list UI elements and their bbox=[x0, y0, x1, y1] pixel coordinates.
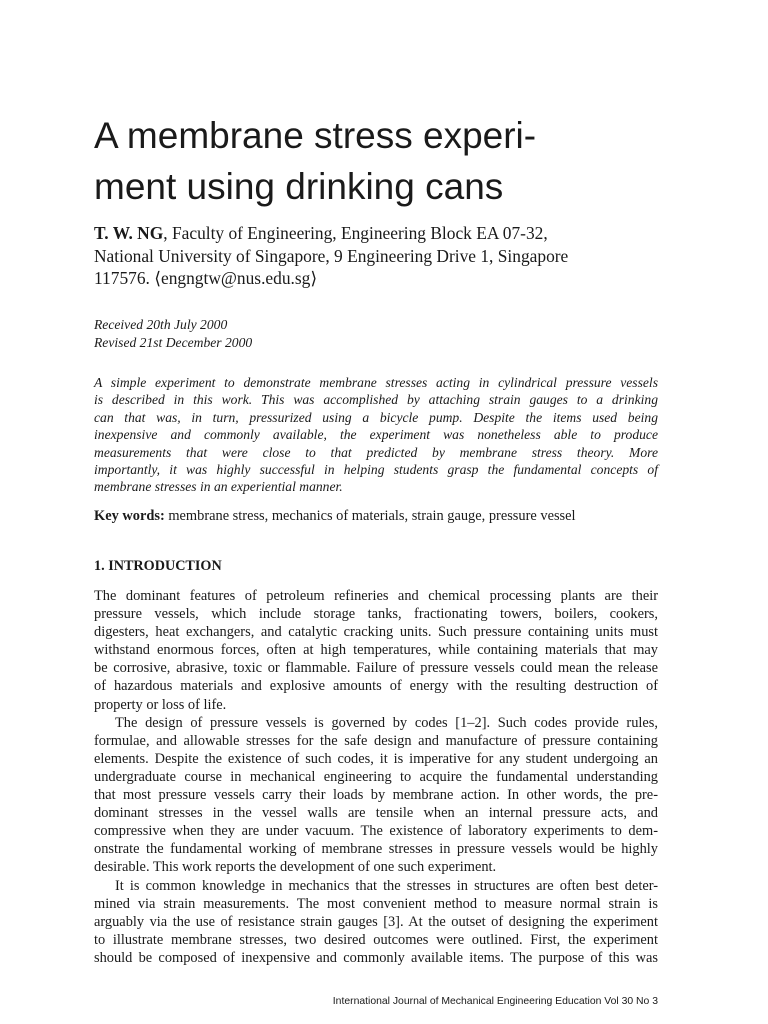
received-date: Received 20th July 2000 bbox=[94, 317, 228, 332]
paper-title bbox=[94, 110, 658, 212]
author-name: T. W. NG bbox=[94, 223, 164, 243]
body-line: dominant stresses in the vessel walls are tensile when an internal pressure acts, and bbox=[94, 805, 658, 822]
body-line: elements. Despite the existence of such codes, it is imperative for any student undergoing an bbox=[94, 750, 658, 767]
body-line: The design of pressure vessels is governed by codes [1–2]. Such codes provide rules, bbox=[115, 714, 658, 731]
title-line: ment using drinking cans bbox=[94, 166, 504, 207]
keywords-label: Key words: bbox=[94, 508, 165, 524]
body-line: to illustrate membrane stresses, two desired outcomes were outlined. First, the experiment bbox=[94, 931, 658, 948]
revised-date: Revised 21st December 2000 bbox=[94, 335, 253, 350]
body-line: The dominant features of petroleum refineries and chemical processing plants are their bbox=[94, 588, 658, 604]
abstract bbox=[94, 374, 658, 496]
author-affiliation: , Faculty of Engineering, Engineering Block EA 07-32, bbox=[163, 223, 548, 243]
author-line: 117576. ⟨engngtw@nus.edu.sg⟩ bbox=[94, 268, 318, 288]
abstract-line: importantly, it was highly successful in helping students grasp the fundamental concepts of bbox=[94, 462, 658, 478]
body-line: should be composed of inexpensive and commonly available items. The purpose of this was bbox=[94, 949, 658, 966]
abstract-line: A simple experiment to demonstrate membrane stresses acting in cylindrical pressure vessels bbox=[94, 375, 658, 390]
abstract-line: can that was, in turn, pressurized using a bicycle pump. Despite the items used being bbox=[94, 409, 658, 425]
keywords bbox=[94, 507, 658, 525]
body-line: onstrate the fundamental working of membrane stresses in pressure vessels would be highly bbox=[94, 841, 658, 858]
body-line: that most pressure vessels carry their loads by membrane action. In other words, the pre- bbox=[94, 787, 658, 804]
abstract-line: inexpensive and commonly available, the experiment was nonetheless able to produce bbox=[94, 427, 658, 443]
body-line: digesters, heat exchangers, and catalytic cracking units. Such pressure containing units must bbox=[94, 624, 658, 641]
body-line: arguably via the use of resistance strain gauges [3]. At the outset of designing the experiment bbox=[94, 913, 658, 930]
title-line: A membrane stress experi- bbox=[94, 115, 537, 156]
body-line: be corrosive, abrasive, toxic or flammable. Failure of pressure vessels could mean the release bbox=[94, 660, 658, 677]
paper-page bbox=[94, 0, 658, 1024]
body-line: undergraduate course in mechanical engineering to acquire the fundamental understanding bbox=[94, 768, 658, 785]
abstract-line: measurements that were close to that predicted by membrane stress theory. More bbox=[94, 444, 658, 460]
body-line: desirable. This work reports the development of one such experiment. bbox=[94, 859, 497, 876]
journal-footer: International Journal of Mechanical Engineering Education Vol 30 No 3 bbox=[332, 996, 658, 1007]
body-line: mined via strain measurements. The most convenient method to measure normal strain is bbox=[94, 895, 658, 912]
section-heading: 1. INTRODUCTION bbox=[94, 558, 222, 574]
body-line: formulae, and allowable stresses for the safe design and manufacture of pressure containing bbox=[94, 732, 658, 749]
keywords-text: membrane stress, mechanics of materials, strain gauge, pressure vessel bbox=[164, 508, 576, 524]
abstract-line: is described in this work. This was accomplished by attaching strain gauges to a drinking bbox=[94, 392, 658, 408]
author-block bbox=[94, 222, 658, 290]
author-line: National University of Singapore, 9 Engineering Drive 1, Singapore bbox=[94, 245, 569, 266]
body-line: property or loss of life. bbox=[94, 696, 227, 713]
abstract-line: membrane stresses in an experiential manner. bbox=[94, 479, 343, 495]
body-line: of hazardous materials and explosive amounts of energy with the resulting destruction of bbox=[94, 678, 658, 695]
body-line: pressure vessels, which include storage tanks, fractionating towers, boilers, cookers, bbox=[94, 606, 658, 623]
body-text bbox=[94, 587, 658, 967]
author-line bbox=[94, 222, 658, 245]
body-line: It is common knowledge in mechanics that the stresses in structures are often best deter- bbox=[115, 877, 658, 894]
dates-block bbox=[94, 316, 658, 352]
body-line: withstand enormous forces, often at high temperatures, while containing materials that may bbox=[94, 642, 658, 659]
body-line: compressive when they are under vacuum. The existence of laboratory experiments to dem- bbox=[94, 823, 658, 840]
